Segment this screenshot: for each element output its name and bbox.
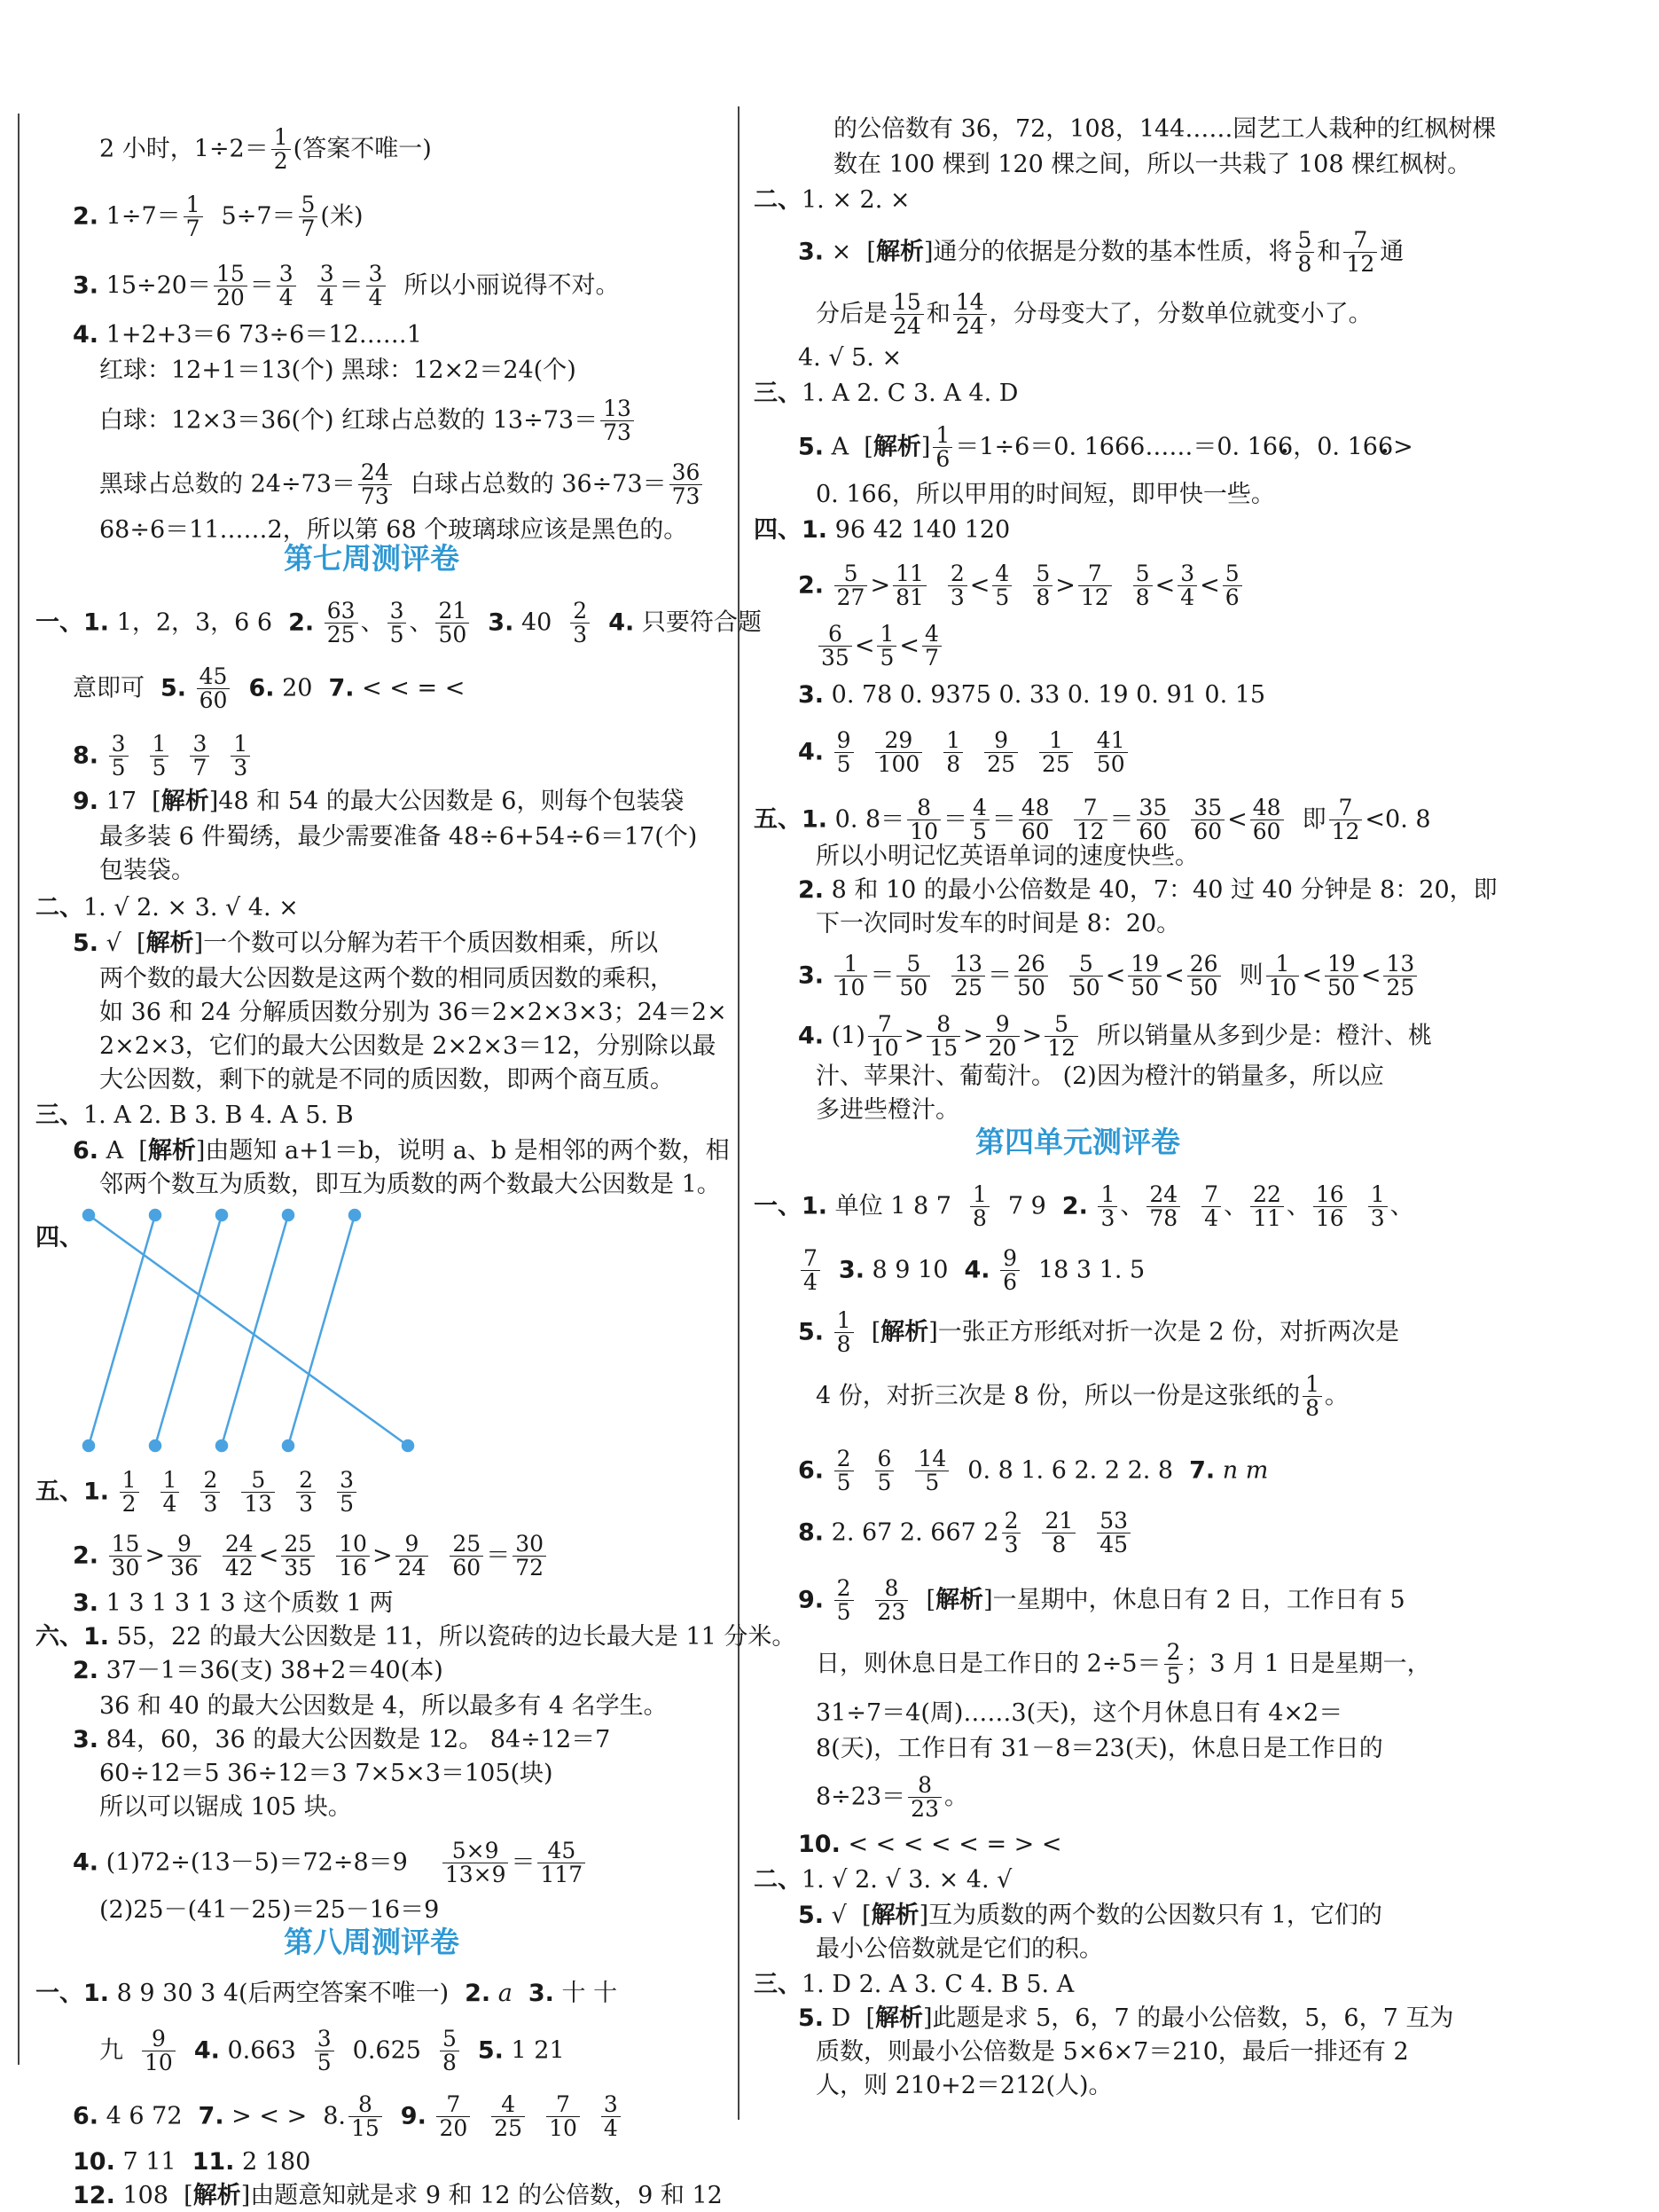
answer-line: (2)25－(41－25)＝25－16＝9	[99, 1896, 440, 1924]
answer-line: 31÷7＝4(周)……3(天)，这个月休息日有 4×2＝	[816, 1699, 1343, 1727]
answer-line: 红球：12+1＝13(个) 黑球：12×2＝24(个)	[99, 357, 576, 384]
part-1-line: 一、1. 1，2，3，6 6 2. $\frac{63}{25}$ 、 $\frac{3}{5}$ 、 $\frac{21}{50}$ 3. 40 $\frac{2}{3}$ 4. 只要符合题	[35, 598, 762, 648]
match-dot	[216, 1210, 227, 1220]
match-line	[89, 1215, 408, 1446]
match-dot	[283, 1440, 293, 1451]
answer-line: 4 份，对折三次是 8 份，所以一份是这张纸的 $\frac{1}{8}$ 。	[816, 1371, 1350, 1422]
part-3-line: 三、1. A 2. B 3. B 4. A 5. B	[35, 1102, 354, 1129]
answer-line: 4. √ 5. ×	[798, 344, 903, 372]
answer-line: 5. D [解析]此题是求 5，6，7 的最小公倍数，5，6，7 互为	[798, 2004, 1454, 2032]
answer-line: 6. 4 6 72 7. > < > 8. $\frac{8}{15}$ 9. $\frac{7}{20}$ $\frac{4}{25}$ $\frac{7}{10}$ $\frac{3}{4}$	[73, 2093, 623, 2141]
answer-line: 下一次同时发车的时间是 8：20。	[816, 910, 1181, 937]
answer-line: 4. $\frac{9}{5}$ $\frac{29}{100}$ $\frac{1}{8}$ $\frac{9}{25}$ $\frac{1}{25}$ $\frac{41}{50}$	[798, 729, 1131, 777]
answer-line: 数在 100 棵到 120 棵之间，所以一共栽了 108 棵红枫树。	[833, 151, 1472, 178]
part-5-line: 五、1. 0. 8＝ $\frac{8}{10}$ ＝ $\frac{4}{5}$ ＝ $\frac{48}{60}$ $\frac{7}{12}$ ＝ $\frac{35}{60}$ $\frac{35}{60}$ < $\frac{48}{60}$ 即 $\frac{7}{12}$ <0. 8	[754, 795, 1431, 845]
section-title-week7: 第七周测评卷	[284, 541, 459, 576]
answer-line: 5. $\frac{1}{8}$ [解析]一张正方形纸对折一次是 2 份，对折两次是	[798, 1307, 1400, 1358]
answer-line: $\frac{6}{35}$ < $\frac{1}{5}$ < $\frac{4}{7}$	[816, 623, 944, 671]
answer-line: 3. 0. 78 0. 9375 0. 33 0. 19 0. 91 0. 15	[798, 681, 1266, 709]
column-divider	[738, 106, 740, 2120]
answer-line: 9. $\frac{2}{5}$ $\frac{8}{23}$ [解析]一星期中，休息日有 2 日，工作日有 5	[798, 1575, 1405, 1626]
answer-line: 包装袋。	[99, 857, 195, 884]
answer-line: 意即可 5. $\frac{45}{60}$ 6. 20 7. < < = <	[73, 663, 466, 714]
answer-line: 分后是 $\frac{15}{24}$ 和 $\frac{14}{24}$ ，分母变大了，分数单位就变小了。	[816, 289, 1373, 340]
question-4: 4. 1+2+3＝6 73÷6＝12……1	[73, 321, 422, 349]
part-2-line: 二、1. √ 2. √ 3. × 4. √	[754, 1866, 1013, 1894]
answer-line: 质数，则最小公倍数是 5×6×7＝210，最后一排还有 2	[816, 2038, 1409, 2066]
left-margin-rule	[18, 114, 20, 2065]
match-dot	[216, 1440, 227, 1451]
answer-line: 12. 108 [解析]由题意知就是求 9 和 12 的公倍数，9 和 12	[73, 2182, 723, 2209]
question-2: 2. 1÷7＝ $\frac{1}{7}$ 5÷7＝ $\frac{5}{7}$ (米)	[73, 192, 364, 242]
match-dot	[349, 1210, 360, 1220]
part-3-line: 三、1. D 2. A 3. C 4. B 5. A	[754, 1971, 1075, 1998]
answer-line: 4. (1) $\frac{7}{10}$ > $\frac{8}{15}$ > $\frac{9}{20}$ > $\frac{5}{12}$ 所以销量从多到少是：橙汁、桃	[798, 1011, 1433, 1062]
answer-line: 3. 1 3 1 3 1 3 这个质数 1 两	[73, 1589, 394, 1617]
answer-line: 所以小明记忆英语单词的速度快些。	[816, 843, 1199, 870]
match-dot	[150, 1440, 160, 1451]
part-6-line: 六、1. 55，22 的最大公因数是 11，所以瓷砖的边长最大是 11 分米。	[35, 1623, 796, 1651]
answer-line: 最多装 6 件蜀绣，最少需要准备 48÷6+54÷6＝17(个)	[99, 823, 698, 851]
answer-line: 8÷23＝ $\frac{8}{23}$ 。	[816, 1772, 968, 1823]
section-title-week8: 第八周测评卷	[284, 1925, 459, 1959]
part-2-line: 二、1. × 2. ×	[754, 186, 911, 214]
answer-line: 8. $\frac{3}{5}$ $\frac{1}{5}$ $\frac{3}{7}$ $\frac{1}{3}$	[73, 733, 253, 780]
part-4-line: 四、1. 96 42 140 120	[754, 516, 1011, 544]
answer-line: 3. × [解析]通分的依据是分数的基本性质，将 $\frac{5}{8}$ 和 $\frac{7}{12}$ 通	[798, 227, 1405, 278]
answer-line: 6. $\frac{2}{5}$ $\frac{6}{5}$ $\frac{14}{5}$ 0. 8 1. 6 2. 2 2. 8 7. n m	[798, 1446, 1269, 1496]
answer-line: 多进些橙汁。	[816, 1096, 959, 1124]
answer-line: 36 和 40 的最大公因数是 4，所以最多有 4 名学生。	[99, 1692, 668, 1720]
answer-line: 白球：12×3＝36(个) 红球占总数的 13÷73＝ $\frac{13}{73}$	[99, 397, 637, 445]
answer-line: 邻两个数互为质数，即互为质数的两个数最大公因数是 1。	[99, 1171, 721, 1198]
answer-line: 所以可以锯成 105 块。	[99, 1793, 352, 1821]
answer-line: 10. < < < < < = > <	[798, 1831, 1062, 1858]
answer-line: 2. 8 和 10 的最小公倍数是 40，7：40 过 40 分钟是 8：20，即	[798, 876, 1498, 904]
answer-line: 2. $\frac{15}{30}$ > $\frac{9}{36}$ $\frac{24}{42}$ < $\frac{25}{35}$ $\frac{10}{16}$ > $\frac{9}{24}$ $\frac{25}{60}$ ＝ $\frac{30}{72}$	[73, 1533, 549, 1581]
part-1-line: 一、1. 单位 1 8 7 $\frac{1}{8}$ 7 9 2. $\frac{1}{3}$ 、 $\frac{24}{78}$ $\frac{7}{4}$ 、 $\frac{22}{11}$ 、 $\frac{16}{16}$ $\frac{1}{3}$ 、	[754, 1181, 1414, 1232]
answer-line: 最小公倍数就是它们的积。	[816, 1935, 1103, 1963]
answer-line: 汁、苹果汁、葡萄汁。 (2)因为橙汁的销量多，所以应	[816, 1063, 1384, 1090]
answer-line: 2. 37－1＝36(支) 38+2＝40(本)	[73, 1657, 443, 1684]
answer-line: 68÷6＝11……2，所以第 68 个玻璃球应该是黑色的。	[99, 516, 688, 544]
match-line	[89, 1215, 155, 1446]
part-1-line: 一、1. 8 9 30 3 4(后两空答案不唯一) 2. a 3. 十 十	[35, 1980, 618, 2007]
match-dot	[83, 1210, 94, 1220]
answer-line: 6. A [解析]由题知 a+1＝b，说明 a、b 是相邻的两个数，相	[73, 1137, 730, 1165]
answer-line: 黑球占总数的 24÷73＝ $\frac{24}{73}$ 白球占总数的 36÷73＝ $\frac{36}{73}$	[99, 461, 705, 509]
answer-line: 8. 2. 67 2. 667 2 $\frac{2}{3}$ $\frac{21}{8}$ $\frac{53}{45}$	[798, 1510, 1133, 1557]
question-3: 3. 15÷20＝ $\frac{15}{20}$ ＝ $\frac{3}{4}$ $\frac{3}{4}$ ＝ $\frac{3}{4}$ 所以小丽说得不对。	[73, 261, 620, 311]
match-dot	[83, 1440, 94, 1451]
matching-lines-diagram	[71, 1197, 443, 1463]
part-5-line: 五、1. $\frac{1}{2}$ $\frac{1}{4}$ $\frac{2}{3}$ $\frac{5}{13}$ $\frac{2}{3}$ $\frac{3}{5}$	[35, 1469, 359, 1517]
answer-line: 的公倍数有 36，72，108，144……园艺工人栽种的红枫树棵	[833, 115, 1497, 143]
answer-line: 3. $\frac{1}{10}$ ＝ $\frac{5}{50}$ $\frac{13}{25}$ ＝ $\frac{26}{50}$ $\frac{5}{50}$ < $\frac{19}{50}$ < $\frac{26}{50}$ 则 $\frac{1}{10}$ < $\frac{19}{50}$ < $\frac{13}{25}$	[798, 953, 1420, 1000]
answer-line: 4. (1)72÷(13－5)＝72÷8＝9 $\frac{5\times 9}{13\times 9}$ ＝ $\frac{45}{117}$	[73, 1839, 588, 1887]
answer-line: 2. $\frac{5}{27}$ > $\frac{11}{81}$ $\frac{2}{3}$ < $\frac{4}{5}$ $\frac{5}{8}$ > $\frac{7}{12}$ $\frac{5}{8}$ < $\frac{3}{4}$ < $\frac{5}{6}$	[798, 562, 1245, 610]
answer-line: 两个数的最大公因数是这两个数的相同质因数的乘积，	[99, 965, 674, 992]
answer-line: 大公因数，剩下的就是不同的质因数，即两个商互质。	[99, 1066, 674, 1094]
part-3-line: 三、1. A 2. C 3. A 4. D	[754, 380, 1019, 407]
answer-line: 9. 17 [解析]48 和 54 的最大公因数是 6，则每个包装袋	[73, 788, 685, 815]
answer-line: $\frac{7}{4}$ 3. 8 9 10 4. $\frac{9}{6}$ 18 3 1. 5	[798, 1247, 1145, 1295]
answer-line: 2 小时，1÷2＝ $\frac{1}{2}$ (答案不唯一)	[99, 124, 432, 175]
match-dot	[403, 1440, 413, 1451]
part-2-line: 二、1. √ 2. × 3. √ 4. ×	[35, 894, 299, 922]
answer-line: 如 36 和 24 分解质因数分别为 36＝2×2×3×3；24＝2×	[99, 999, 727, 1026]
section-title-unit4: 第四单元测评卷	[975, 1125, 1180, 1159]
answer-line: 5. A [解析] $\frac{1}{6}$ ＝1÷6＝0. 1666……＝0. 166，0. 166>	[798, 422, 1413, 473]
answer-line: 8(天)，工作日有 31－8＝23(天)，休息日是工作日的	[816, 1735, 1383, 1762]
answer-line: 5. √ [解析]互为质数的两个数的公因数只有 1，它们的	[798, 1902, 1382, 1929]
answer-line: 人，则 210+2＝212(人)。	[816, 2072, 1113, 2099]
answer-line: 九 $\frac{9}{10}$ 4. 0.663 $\frac{3}{5}$ 0.625 $\frac{5}{8}$ 5. 1 21	[99, 2026, 565, 2076]
answer-line: 5. √ [解析]一个数可以分解为若干个质因数相乘，所以	[73, 930, 659, 957]
match-line	[222, 1215, 288, 1446]
answer-line: 60÷12＝5 36÷12＝3 7×5×3＝105(块)	[99, 1760, 553, 1787]
answer-line: 日，则休息日是工作日的 2÷5＝ $\frac{2}{5}$ ；3 月 1 日是星期一，	[816, 1639, 1431, 1690]
answer-line: 2×2×3，它们的最大公因数是 2×2×3＝12，分别除以最	[99, 1032, 716, 1060]
answer-line: 0. 166，所以甲用的时间短，即甲快一些。	[816, 481, 1275, 508]
answer-line: 3. 84，60，36 的最大公因数是 12。 84÷12＝7	[73, 1726, 611, 1753]
part-4-line: 四、	[35, 1224, 83, 1251]
answer-line: 10. 7 11 11. 2 180	[73, 2148, 311, 2176]
match-line	[155, 1215, 222, 1446]
match-dot	[150, 1210, 160, 1220]
match-line	[288, 1215, 355, 1446]
match-dot	[283, 1210, 293, 1220]
